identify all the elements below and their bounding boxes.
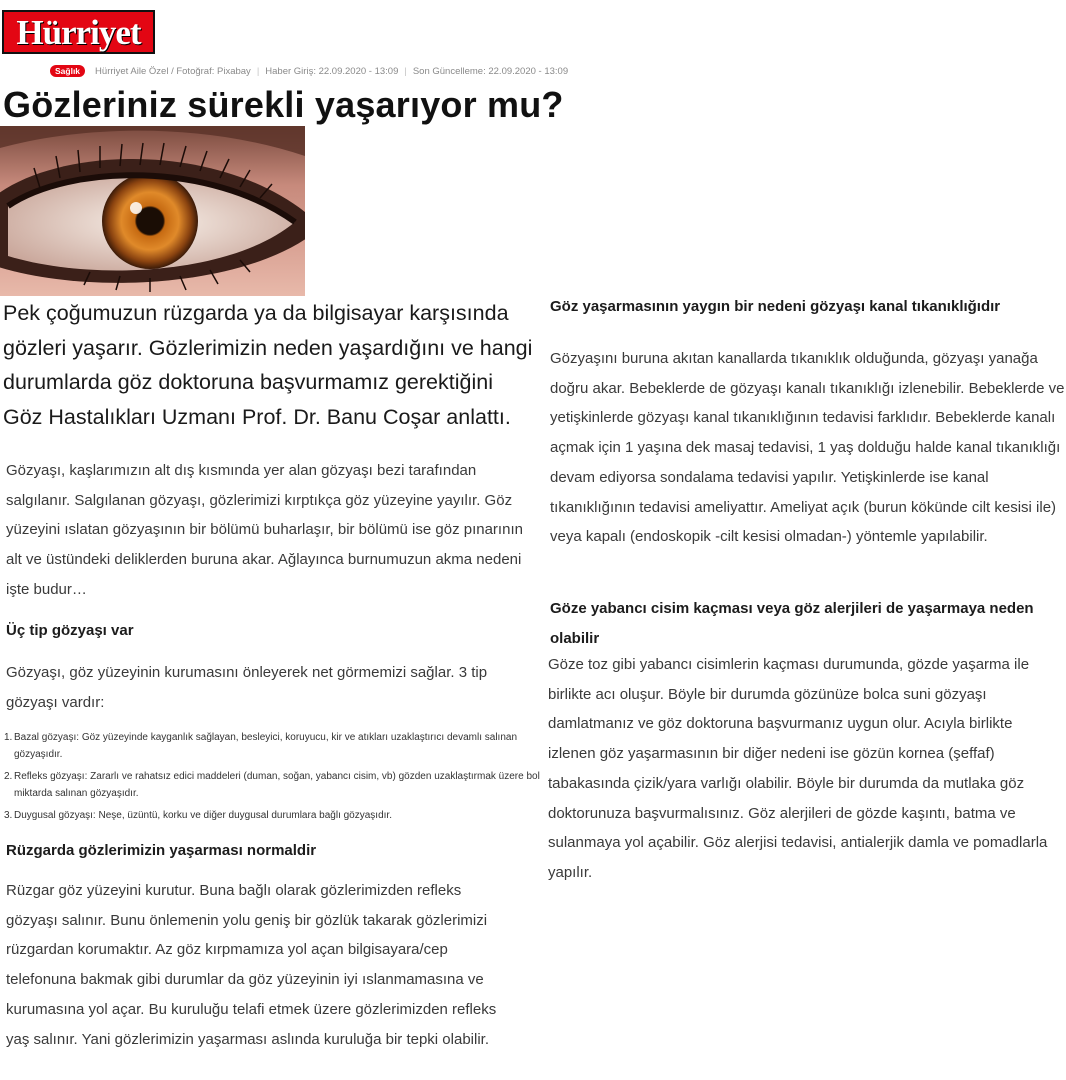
- section-heading-foreign-body: Göze yabancı cisim kaçması veya göz alerjileri de yaşarmaya neden olabilir: [550, 600, 1034, 647]
- page-title: Gözleriniz sürekli yaşarıyor mu?: [3, 84, 564, 125]
- meta-divider: |: [256, 65, 260, 77]
- article-meta: [50, 64, 568, 78]
- list-item-text: Refleks gözyaşı: Zararlı ve rahatsız edici maddeleri (duman, soğan, yabancı cisim, vb) gözden uzaklaştırmak üzere bol miktarda salınan gözyaşıdır.: [14, 771, 540, 799]
- intro-paragraph: Gözyaşı, kaşlarımızın alt dış kısmında yer alan gözyaşı bezi tarafından salgılanır. Salgılanan gözyaşı, gözlerimizi kırptıkça göz yüzeyine yayılır. Göz yüzeyini ıslatan gözyaşının bir bölümü buharlaşır, bir bölümü ise göz pınarının alt ve üstündeki deliklerden buruna akar. Ağlayınca burnumuzun akma nedeni işte budur…: [6, 462, 523, 598]
- section-heading-wind: Rüzgarda gözlerimizin yaşarması normaldir: [6, 842, 317, 859]
- hurriyet-logo[interactable]: [2, 10, 155, 54]
- hero-eye-image: [0, 126, 305, 296]
- tear-types-list: [4, 730, 544, 831]
- update-date: Son Güncelleme: 22.09.2020 - 13:09: [412, 65, 569, 77]
- section-text-tear-duct: Gözyaşını buruna akıtan kanallarda tıkanıklık olduğunda, gözyaşı yanağa doğru akar. Bebeklerde de gözyaşı kanalı tıkanıklığı izlenebilir. Bebeklerde ve yetişkinlerde gözyaşı kanal tıkanıklığının tedavisi farklıdır. Bebeklerde kanalı açmak için 1 yaşına dek masaj tedavisi, 1 yaş dolduğu halde kanal tıkanıklığı devam ediyorsa sondalama tedavisi yapılır. Yetişkinlerde ise kanal tıkanıklığının tedavisi ameliyattır. Ameliyat açık (burun kökünde cilt kesisi ile) veya kapalı (endoskopik -cilt kesisi olmadan-) yöntemle yapılabilir.: [550, 350, 1065, 546]
- category-badge[interactable]: Sağlık: [50, 65, 85, 77]
- list-item-text: Bazal gözyaşı: Göz yüzeyinde kayganlık sağlayan, besleyici, koruyucu, kir ve atıkları uzaklaştırıcı devamlı salınan gözyaşıdır.: [14, 732, 518, 760]
- section-text-wind: Rüzgar göz yüzeyini kurutur. Buna bağlı olarak gözlerimizden refleks gözyaşı salınır. Bunu önlemenin yolu geniş bir gözlük takarak gözlerimizi rüzgardan korumaktır. Az göz kırpmamıza yol açan bilgisayara/cep telefonuna bakmak gibi durumlar da göz yüzeyinin iyi ıslanmamasına ve kurumasına yol açar. Bu kuruluğu telafi etmek üzere gözlerimizden refleks yaş salınır. Yani gözlerimizin yaşarması aslında kuruluğa bir tepki olabilir.: [6, 882, 497, 1048]
- logo-text: Hürriyet: [16, 12, 141, 52]
- list-item-number: 3.: [4, 810, 13, 821]
- list-item: [4, 769, 544, 802]
- list-item-number: 2.: [4, 771, 13, 782]
- article-lead: Pek çoğumuzun rüzgarda ya da bilgisayar karşısında gözleri yaşarır. Gözlerimizin neden yaşardığını ve hangi durumlarda göz doktoruna başvurmamız gerektiğini Göz Hastalıkları Uzmanı Prof. Dr. Banu Coşar anlattı.: [3, 301, 533, 429]
- section-heading-tear-duct: Göz yaşarmasının yaygın bir nedeni gözyaşı kanal tıkanıklığıdır: [550, 298, 1001, 315]
- list-item: [4, 808, 544, 825]
- list-item-number: 1.: [4, 732, 13, 743]
- publish-date: Haber Giriş: 22.09.2020 - 13:09: [265, 65, 399, 77]
- section-text-tear-types: Gözyaşı, göz yüzeyinin kurumasını önleyerek net görmemizi sağlar. 3 tip gözyaşı vardır:: [6, 664, 488, 711]
- article-source: Hürriyet Aile Özel / Fotoğraf: Pixabay: [95, 65, 251, 77]
- meta-divider: |: [404, 65, 407, 77]
- list-item: [4, 730, 544, 763]
- list-item-text: Duygusal gözyaşı: Neşe, üzüntü, korku ve diğer duygusal durumlara bağlı gözyaşıdır.: [14, 810, 392, 821]
- section-text-foreign-body: Göze toz gibi yabancı cisimlerin kaçması durumunda, gözde yaşarma ile birlikte acı oluşur. Böyle bir durumda gözünüze bolca suni gözyaşı damlatmanız ve göz doktoruna başvurmanız uygun olur. Acıyla birlikte izlenen göz yaşarmasının bir diğer nedeni ise gözün kornea (şeffaf) tabakasında çizik/yara varlığı olabilir. Böyle bir durumda da mutlaka göz doktorunuza başvurmalısınız. Göz alerjileri de gözde kaşıntı, batma ve sulanmaya yol açabilir. Göz alerjisi tedavisi, antialerjik damla ve pomadlarla yapılır.: [548, 656, 1048, 881]
- section-heading-tear-types: Üç tip gözyaşı var: [6, 622, 134, 639]
